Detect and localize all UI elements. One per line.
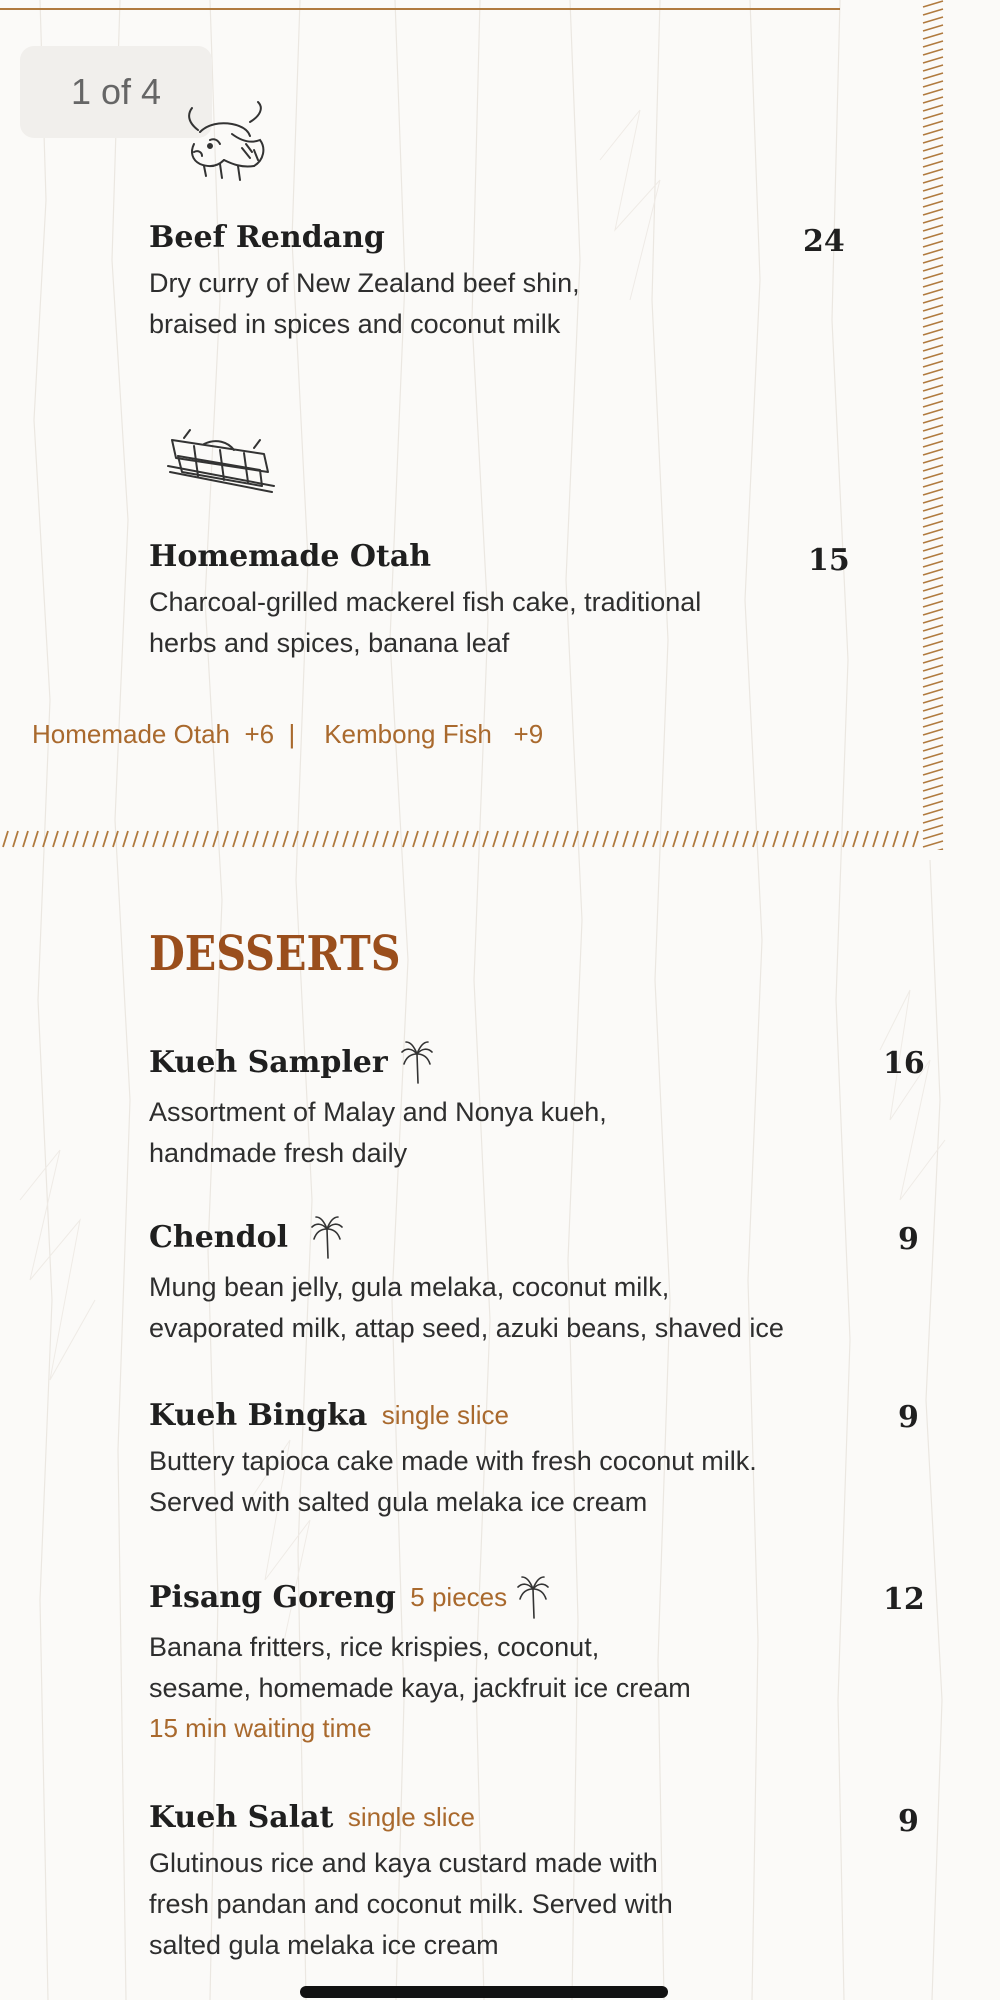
item-portion-tag: single slice: [347, 1802, 475, 1832]
item-description: Assortment of Malay and Nonya kueh, handmade fresh daily: [149, 1097, 607, 1168]
buffalo-icon: [180, 100, 270, 185]
menu-item-beef-rendang[interactable]: [149, 220, 709, 345]
item-price: 12: [883, 1582, 925, 1617]
add-on-row: [32, 719, 543, 750]
item-portion-tag: 5 pieces: [410, 1581, 508, 1612]
top-divider: [0, 8, 840, 10]
item-price: 16: [883, 1046, 925, 1081]
item-description: Mung bean jelly, gula melaka, coconut milk, evaporated milk, attap seed, azuki beans, shaved ice: [149, 1272, 784, 1343]
menu-item-pisang-goreng[interactable]: [149, 1575, 889, 1744]
menu-item-kueh-bingka[interactable]: [149, 1398, 889, 1523]
page-indicator: 1 of 4: [20, 46, 212, 138]
item-description: Glutinous rice and kaya custard made with fresh pandan and coconut milk. Served with salted gula melaka ice cream: [149, 1848, 673, 1960]
otah-parcel-icon: [164, 420, 280, 500]
section-title-desserts: DESSERTS: [149, 926, 401, 982]
section-hatched-divider: [0, 827, 920, 851]
palm-tree-icon: [400, 1040, 434, 1084]
item-portion-tag: single slice: [381, 1400, 509, 1430]
item-name: Kueh Bingka: [149, 1398, 368, 1433]
home-indicator[interactable]: [300, 1986, 668, 1998]
item-price: 24: [803, 224, 845, 259]
item-name: Pisang Goreng: [149, 1579, 396, 1615]
right-hatched-border: [921, 0, 945, 850]
addon-name: Homemade Otah: [32, 719, 230, 749]
item-price: 9: [898, 1804, 919, 1839]
item-description: Charcoal-grilled mackerel fish cake, traditional herbs and spices, banana leaf: [149, 587, 702, 658]
item-name: Kueh Sampler: [149, 1044, 388, 1080]
addon-price: +9: [513, 719, 544, 749]
addon-price: +6: [244, 719, 275, 749]
item-name: Chendol: [149, 1219, 288, 1255]
item-description: Banana fritters, rice krispies, coconut, sesame, homemade kaya, jackfruit ice cream: [149, 1632, 691, 1703]
menu-item-homemade-otah[interactable]: [149, 539, 789, 664]
item-description: Dry curry of New Zealand beef shin, braised in spices and coconut milk: [149, 268, 580, 339]
addon-name: Kembong Fish: [324, 719, 492, 749]
item-price: 9: [898, 1400, 919, 1435]
palm-tree-icon: [516, 1575, 550, 1619]
addon-separator: |: [288, 719, 296, 749]
item-name: Beef Rendang: [149, 220, 385, 255]
item-price: 15: [808, 543, 850, 578]
item-price: 9: [898, 1222, 919, 1257]
waiting-time-note: 15 min waiting time: [149, 1713, 372, 1743]
menu-item-chendol[interactable]: [149, 1215, 889, 1349]
item-description: Buttery tapioca cake made with fresh coconut milk. Served with salted gula melaka ice cream: [149, 1446, 757, 1517]
item-name: Kueh Salat: [149, 1800, 334, 1835]
palm-tree-icon: [310, 1215, 344, 1259]
menu-item-kueh-salat[interactable]: [149, 1800, 889, 1966]
item-name: Homemade Otah: [149, 539, 432, 574]
menu-item-kueh-sampler[interactable]: [149, 1040, 849, 1174]
